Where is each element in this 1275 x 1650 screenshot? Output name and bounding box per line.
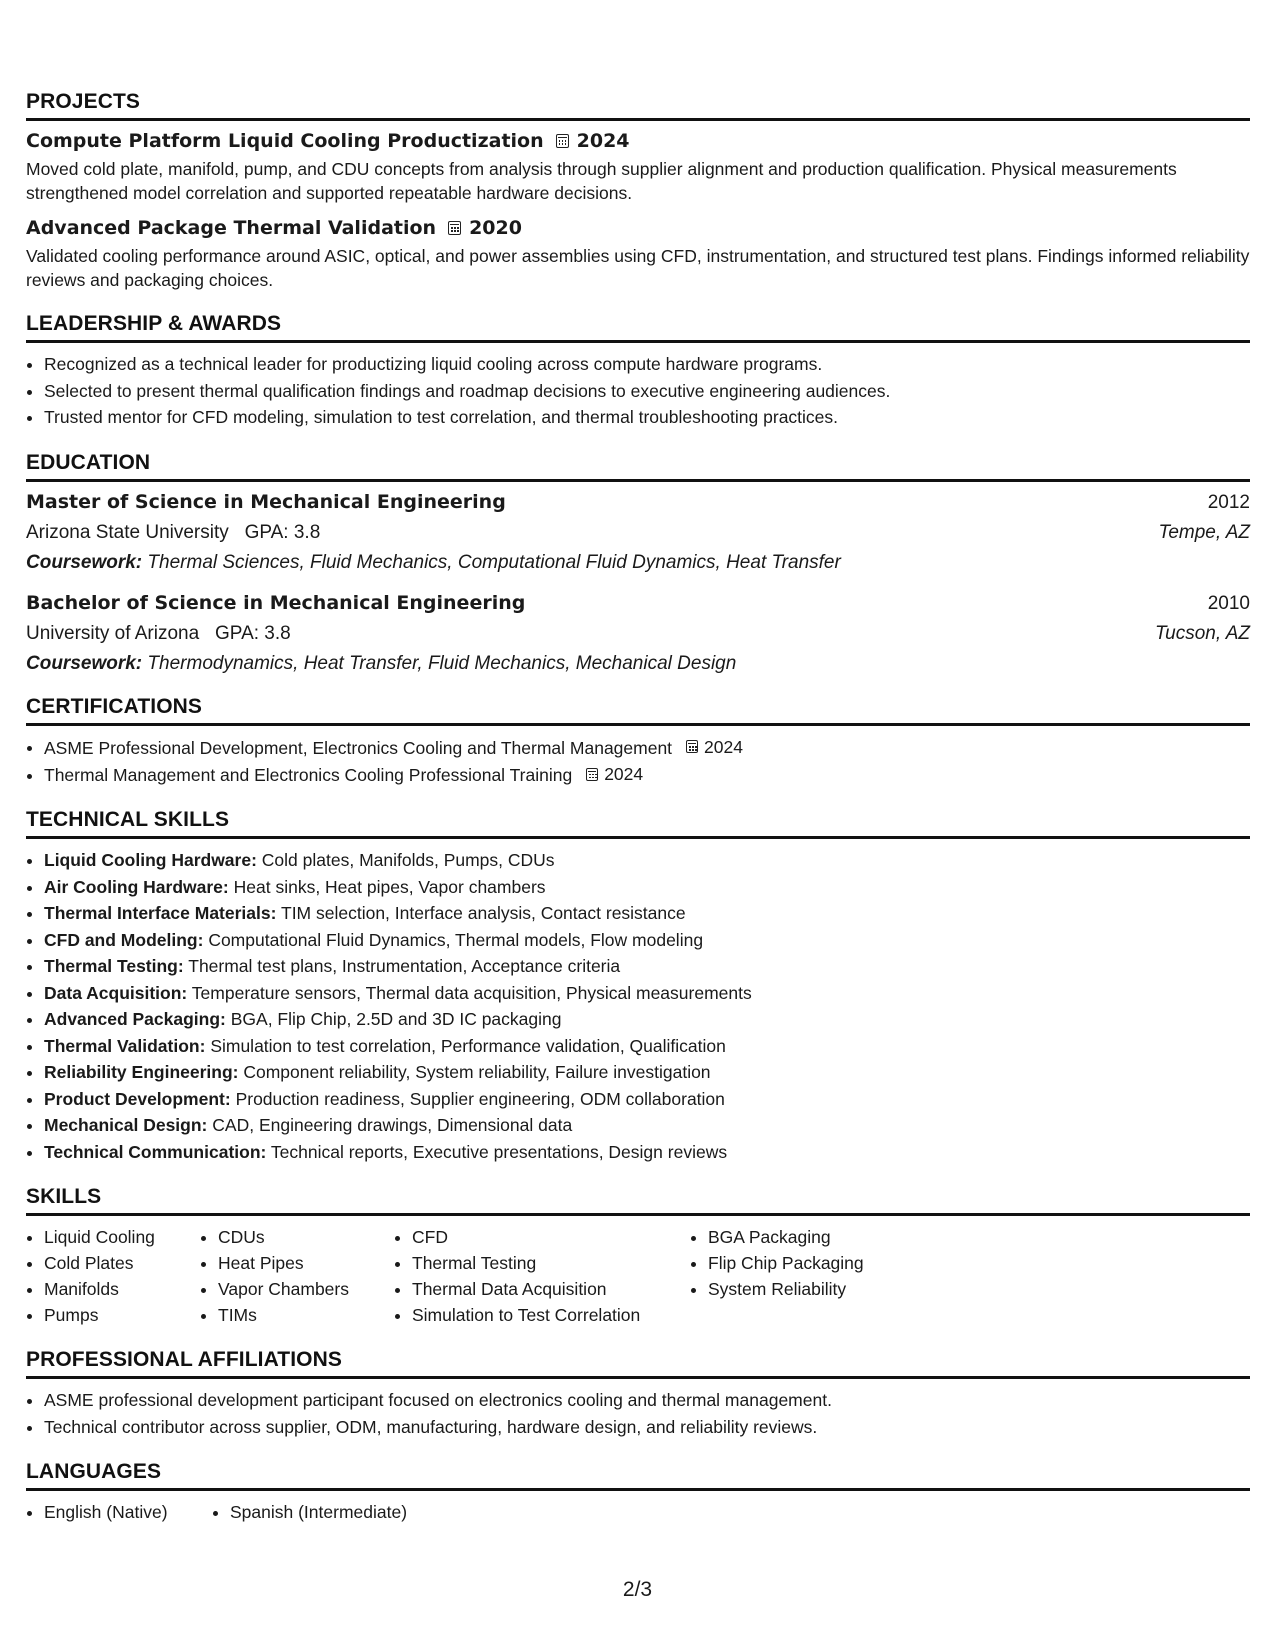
skill-values: CAD, Engineering drawings, Dimensional data bbox=[212, 1115, 573, 1135]
project-year: 2024 bbox=[576, 130, 630, 152]
list-item: • ASME professional development participant focused on electronics cooling and thermal management. bbox=[44, 1387, 1250, 1414]
education-section bbox=[26, 451, 1250, 675]
language-item: • English (Native) bbox=[44, 1499, 212, 1525]
gpa: GPA: 3.8 bbox=[244, 521, 321, 543]
skills-section bbox=[26, 1185, 1250, 1328]
project-entry bbox=[26, 217, 1250, 292]
projects-section bbox=[26, 90, 1250, 292]
skill-category: Technical Communication: bbox=[44, 1141, 267, 1162]
education-entry bbox=[26, 491, 1250, 574]
skill-values: Component reliability, System reliability, Failure investigation bbox=[243, 1062, 711, 1082]
certification-name: ASME Professional Development, Electronics Cooling and Thermal Management bbox=[44, 737, 673, 758]
section-title-skills: SKILLS bbox=[26, 1185, 1250, 1216]
coursework-label: Coursework: bbox=[26, 551, 143, 573]
project-year: 2020 bbox=[469, 217, 522, 239]
skill-category: Air Cooling Hardware: bbox=[44, 876, 229, 897]
list-item bbox=[44, 1139, 1250, 1166]
section-title-projects: PROJECTS bbox=[26, 90, 1250, 121]
degree: Bachelor of Science in Mechanical Engineering bbox=[26, 591, 526, 614]
list-item bbox=[44, 1112, 1250, 1139]
list-item bbox=[44, 847, 1250, 874]
location: Tucson, AZ bbox=[1154, 622, 1250, 644]
page-number: 2/3 bbox=[622, 1578, 653, 1601]
skill-item: • TIMs bbox=[218, 1302, 394, 1328]
list-item bbox=[44, 980, 1250, 1007]
skill-category: Data Acquisition: bbox=[44, 982, 188, 1003]
list-item bbox=[44, 953, 1250, 980]
skill-item: • Pumps bbox=[44, 1302, 200, 1328]
section-title-education: EDUCATION bbox=[26, 451, 1250, 482]
calendar-icon bbox=[586, 768, 598, 781]
skill-item: • Flip Chip Packaging bbox=[708, 1250, 1008, 1276]
skill-values: Thermal test plans, Instrumentation, Acceptance criteria bbox=[188, 956, 621, 976]
coursework-label: Coursework: bbox=[26, 652, 143, 674]
skill-category: Thermal Validation: bbox=[44, 1035, 206, 1056]
skill-item: • Simulation to Test Correlation bbox=[412, 1302, 690, 1328]
section-title-technical-skills: TECHNICAL SKILLS bbox=[26, 808, 1250, 839]
list-item bbox=[44, 1006, 1250, 1033]
list-item: • Recognized as a technical leader for productizing liquid cooling across compute hardware programs. bbox=[44, 351, 1250, 378]
skill-values: Production readiness, Supplier engineering, ODM collaboration bbox=[235, 1088, 725, 1109]
certification-year: 2024 bbox=[704, 736, 743, 757]
skill-values: Simulation to test correlation, Performance validation, Qualification bbox=[210, 1035, 726, 1056]
skill-values: Heat sinks, Heat pipes, Vapor chambers bbox=[233, 876, 546, 897]
skill-item: • Thermal Testing bbox=[412, 1250, 690, 1276]
skill-category: Advanced Packaging: bbox=[44, 1009, 226, 1029]
degree: Master of Science in Mechanical Engineering bbox=[26, 490, 506, 513]
language-item: • Spanish (Intermediate) bbox=[230, 1499, 407, 1525]
skill-values: Cold plates, Manifolds, Pumps, CDUs bbox=[261, 850, 555, 870]
skill-category: Liquid Cooling Hardware: bbox=[44, 850, 257, 870]
skill-values: Temperature sensors, Thermal data acquisition, Physical measurements bbox=[191, 982, 752, 1003]
calendar-icon bbox=[556, 134, 569, 148]
project-entry bbox=[26, 130, 1250, 205]
education-entry bbox=[26, 592, 1250, 675]
skill-item: • Cold Plates bbox=[44, 1250, 200, 1276]
certification-year: 2024 bbox=[604, 763, 644, 784]
calendar-icon bbox=[686, 740, 698, 753]
skill-item: • Liquid Cooling bbox=[44, 1224, 200, 1250]
section-title-affiliations: PROFESSIONAL AFFILIATIONS bbox=[26, 1348, 1250, 1379]
gpa: GPA: 3.8 bbox=[215, 622, 291, 644]
coursework: Thermal Sciences, Fluid Mechanics, Computational Fluid Dynamics, Heat Transfer bbox=[147, 551, 841, 573]
skill-category: CFD and Modeling: bbox=[44, 929, 204, 950]
list-item: • Selected to present thermal qualification findings and roadmap decisions to executive engineering audiences. bbox=[44, 378, 1250, 405]
skill-item: • Heat Pipes bbox=[218, 1250, 394, 1276]
skill-category: Thermal Testing: bbox=[44, 956, 184, 976]
certifications-section bbox=[26, 695, 1250, 789]
skill-category: Mechanical Design: bbox=[44, 1115, 208, 1135]
skill-item: • Manifolds bbox=[44, 1276, 200, 1302]
leadership-section bbox=[26, 312, 1250, 431]
skill-category: Product Development: bbox=[44, 1088, 231, 1109]
resume-page bbox=[26, 90, 1250, 1545]
school: University of Arizona bbox=[26, 622, 200, 644]
list-item bbox=[44, 761, 1250, 788]
project-name: Compute Platform Liquid Cooling Productization bbox=[26, 130, 544, 152]
project-name: Advanced Package Thermal Validation bbox=[26, 217, 437, 239]
skill-category: Reliability Engineering: bbox=[44, 1062, 239, 1082]
skill-item: • CFD bbox=[412, 1224, 690, 1250]
certification-name: Thermal Management and Electronics Cooling Professional Training bbox=[44, 764, 573, 785]
affiliations-section bbox=[26, 1348, 1250, 1440]
calendar-icon bbox=[448, 221, 461, 235]
section-title-leadership: LEADERSHIP & AWARDS bbox=[26, 312, 1250, 343]
list-item bbox=[44, 927, 1250, 954]
languages-section bbox=[26, 1460, 1250, 1525]
skill-item: • Thermal Data Acquisition bbox=[412, 1276, 690, 1302]
list-item bbox=[44, 734, 1250, 761]
section-title-languages: LANGUAGES bbox=[26, 1460, 1250, 1491]
list-item bbox=[44, 1059, 1250, 1086]
list-item bbox=[44, 1086, 1250, 1113]
skill-values: TIM selection, Interface analysis, Contact resistance bbox=[281, 903, 686, 923]
list-item: • Technical contributor across supplier, ODM, manufacturing, hardware design, and reliability reviews. bbox=[44, 1414, 1250, 1441]
list-item: • Trusted mentor for CFD modeling, simulation to test correlation, and thermal troubleshooting practices. bbox=[44, 404, 1250, 431]
list-item bbox=[44, 1033, 1250, 1060]
technical-skills-section bbox=[26, 808, 1250, 1165]
graduation-year: 2012 bbox=[1207, 491, 1250, 513]
skill-item: • Vapor Chambers bbox=[218, 1276, 394, 1302]
skill-values: Computational Fluid Dynamics, Thermal models, Flow modeling bbox=[208, 929, 704, 950]
skill-category: Thermal Interface Materials: bbox=[44, 903, 277, 923]
skill-item: • BGA Packaging bbox=[708, 1224, 1008, 1250]
graduation-year: 2010 bbox=[1207, 592, 1250, 614]
section-title-certifications: CERTIFICATIONS bbox=[26, 695, 1250, 726]
skill-values: BGA, Flip Chip, 2.5D and 3D IC packaging bbox=[230, 1009, 562, 1029]
location: Tempe, AZ bbox=[1158, 521, 1250, 543]
skill-values: Technical reports, Executive presentations, Design reviews bbox=[270, 1141, 728, 1162]
project-description: Validated cooling performance around ASIC, optical, and power assemblies using CFD, instrumentation, and structured test plans. Findings informed reliability reviews and packaging choices. bbox=[26, 246, 1250, 290]
project-description: Moved cold plate, manifold, pump, and CDU concepts from analysis through supplier alignment and production qualification. Physical measurements strengthened model correlation and supported repeatable hardware decisions. bbox=[26, 159, 1177, 203]
skill-item: • System Reliability bbox=[708, 1276, 1008, 1302]
list-item bbox=[44, 900, 1250, 927]
school: Arizona State University bbox=[26, 521, 229, 543]
skill-item: • CDUs bbox=[218, 1224, 394, 1250]
coursework: Thermodynamics, Heat Transfer, Fluid Mechanics, Mechanical Design bbox=[147, 652, 737, 674]
list-item bbox=[44, 874, 1250, 901]
